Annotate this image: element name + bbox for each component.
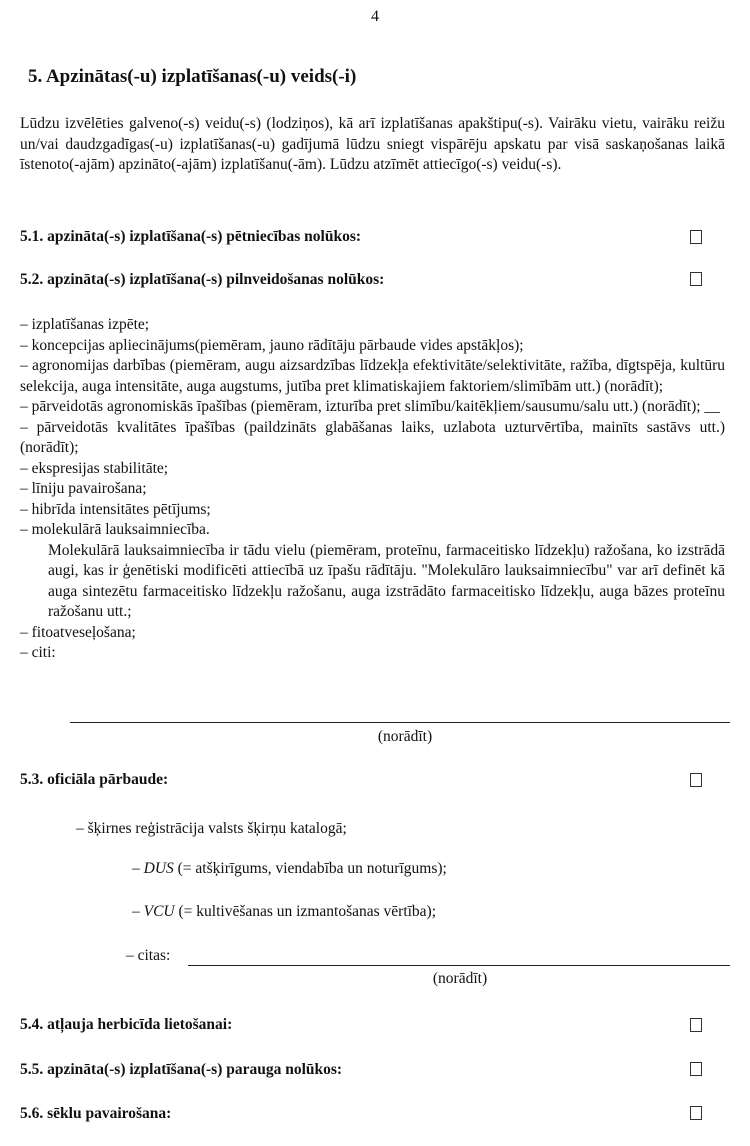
list-item: – molekulārā lauksaimniecība.	[20, 521, 210, 538]
other-specify-line[interactable]	[70, 722, 730, 723]
section-heading: 5. Apzinātas(-u) izplatīšanas(-u) veids(-i)	[28, 66, 357, 87]
list-item: – hibrīda intensitātes pētījums;	[20, 500, 211, 518]
list-item: – koncepcijas apliecinājums(piemēram, jauno rādītāju pārbaude vides apstākļos);	[20, 336, 524, 354]
section-5-4-checkbox[interactable]	[690, 1018, 702, 1032]
list-item: – agronomijas darbības (piemēram, augu aizsardzības līdzekļa efektivitāte/selektivitāte, ražība, dīgtspēja, kultūru selekcija, auga intensitāte, auga augstums, jutība pret klimatiskajiem faktoriem/slimībām utt.) (norādīt);	[20, 357, 725, 395]
list-item: – ekspresijas stabilitāte;	[20, 459, 169, 477]
intro-paragraph: Lūdzu izvēlēties galveno(-s) veidu(-s) (lodziņos), kā arī izplatīšanas apakštipu(-s). Vairāku vietu, vairāku reižu un/vai daudzgadīgas(-u) izplatīšanas(-u) gadījumā lūdzu sniegt vispārēju apskatu par visā saskaņošanas laikā īstenoto(-ajām) apzināto(-ajām) izplatīšanu(-ām). Lūdzu atzīmēt attiecīgo(-s) veidu(-s).	[20, 115, 725, 173]
list-item: – pārveidotās agronomiskās īpašības (piemēram, izturība pret slimību/kaitēkļiem/sausumu/salu utt.) (norādīt); __	[20, 398, 720, 415]
section-5-4-label: 5.4. atļauja herbicīda lietošanai:	[20, 1016, 233, 1033]
variety-registration: – šķirnes reģistrācija valsts šķirņu katalogā;	[76, 820, 347, 837]
list-item: – fitoatveseļošana;	[20, 623, 136, 641]
list-item: – izplatīšanas izpēte;	[20, 316, 150, 333]
section-5-2-label: 5.2. apzināta(-s) izplatīšana(-s) pilnveidošanas nolūkos:	[20, 271, 385, 288]
section-5-6-label: 5.6. sēklu pavairošana:	[20, 1105, 172, 1122]
section-5-3-label: 5.3. oficiāla pārbaude:	[20, 771, 169, 788]
section-5-3-checkbox[interactable]	[690, 773, 702, 787]
section-5-2-checkbox[interactable]	[690, 272, 702, 286]
section-5-1-checkbox[interactable]	[690, 230, 702, 244]
section-5-5-label: 5.5. apzināta(-s) izplatīšana(-s) parauga nolūkos:	[20, 1061, 343, 1078]
specify-caption: (norādīt)	[377, 728, 433, 745]
other-tests: – citas:	[126, 947, 171, 964]
page-number: 4	[371, 8, 379, 25]
section-5-6-checkbox[interactable]	[690, 1106, 702, 1120]
vcu-abbr: VCU	[143, 903, 175, 920]
vcu-item: – VCU (= kultivēšanas un izmantošanas vērtība);	[132, 903, 437, 920]
dus-item: – DUS (= atšķirīgums, viendabība un noturīgums);	[132, 860, 447, 877]
purpose-list	[20, 315, 725, 664]
other-tests-line[interactable]	[188, 965, 730, 966]
specify-caption-2: (norādīt)	[432, 970, 488, 987]
molecular-farming-note: Molekulārā lauksaimniecība ir tādu vielu (piemēram, proteīnu, farmaceitisko līdzekļu) ražošana, ko izstrādā augi, kas ir ģenētiski modificēti attiecībā uz īpašu rādītāju. "Molekulāro lauksaimniecību" var arī definēt kā auga sintezētu farmaceitisko līdzekļu ražošanu, auga izstrādāto farmaceitisko līdzekļu, auga bāzes proteīnu ražošanu utt.;	[48, 541, 725, 620]
section-5-5-checkbox[interactable]	[690, 1062, 702, 1076]
dus-abbr: DUS	[143, 860, 174, 877]
section-5-1-label: 5.1. apzināta(-s) izplatīšana(-s) pētniecības nolūkos:	[20, 228, 362, 245]
list-item: – pārveidotās kvalitātes īpašības (paildzināts glabāšanas laiks, uzlabota uzturvērtība, mainīts sastāvs utt.) (norādīt);	[20, 418, 725, 456]
list-item: – līniju pavairošana;	[20, 480, 147, 497]
list-item-other: – citi:	[20, 644, 56, 661]
